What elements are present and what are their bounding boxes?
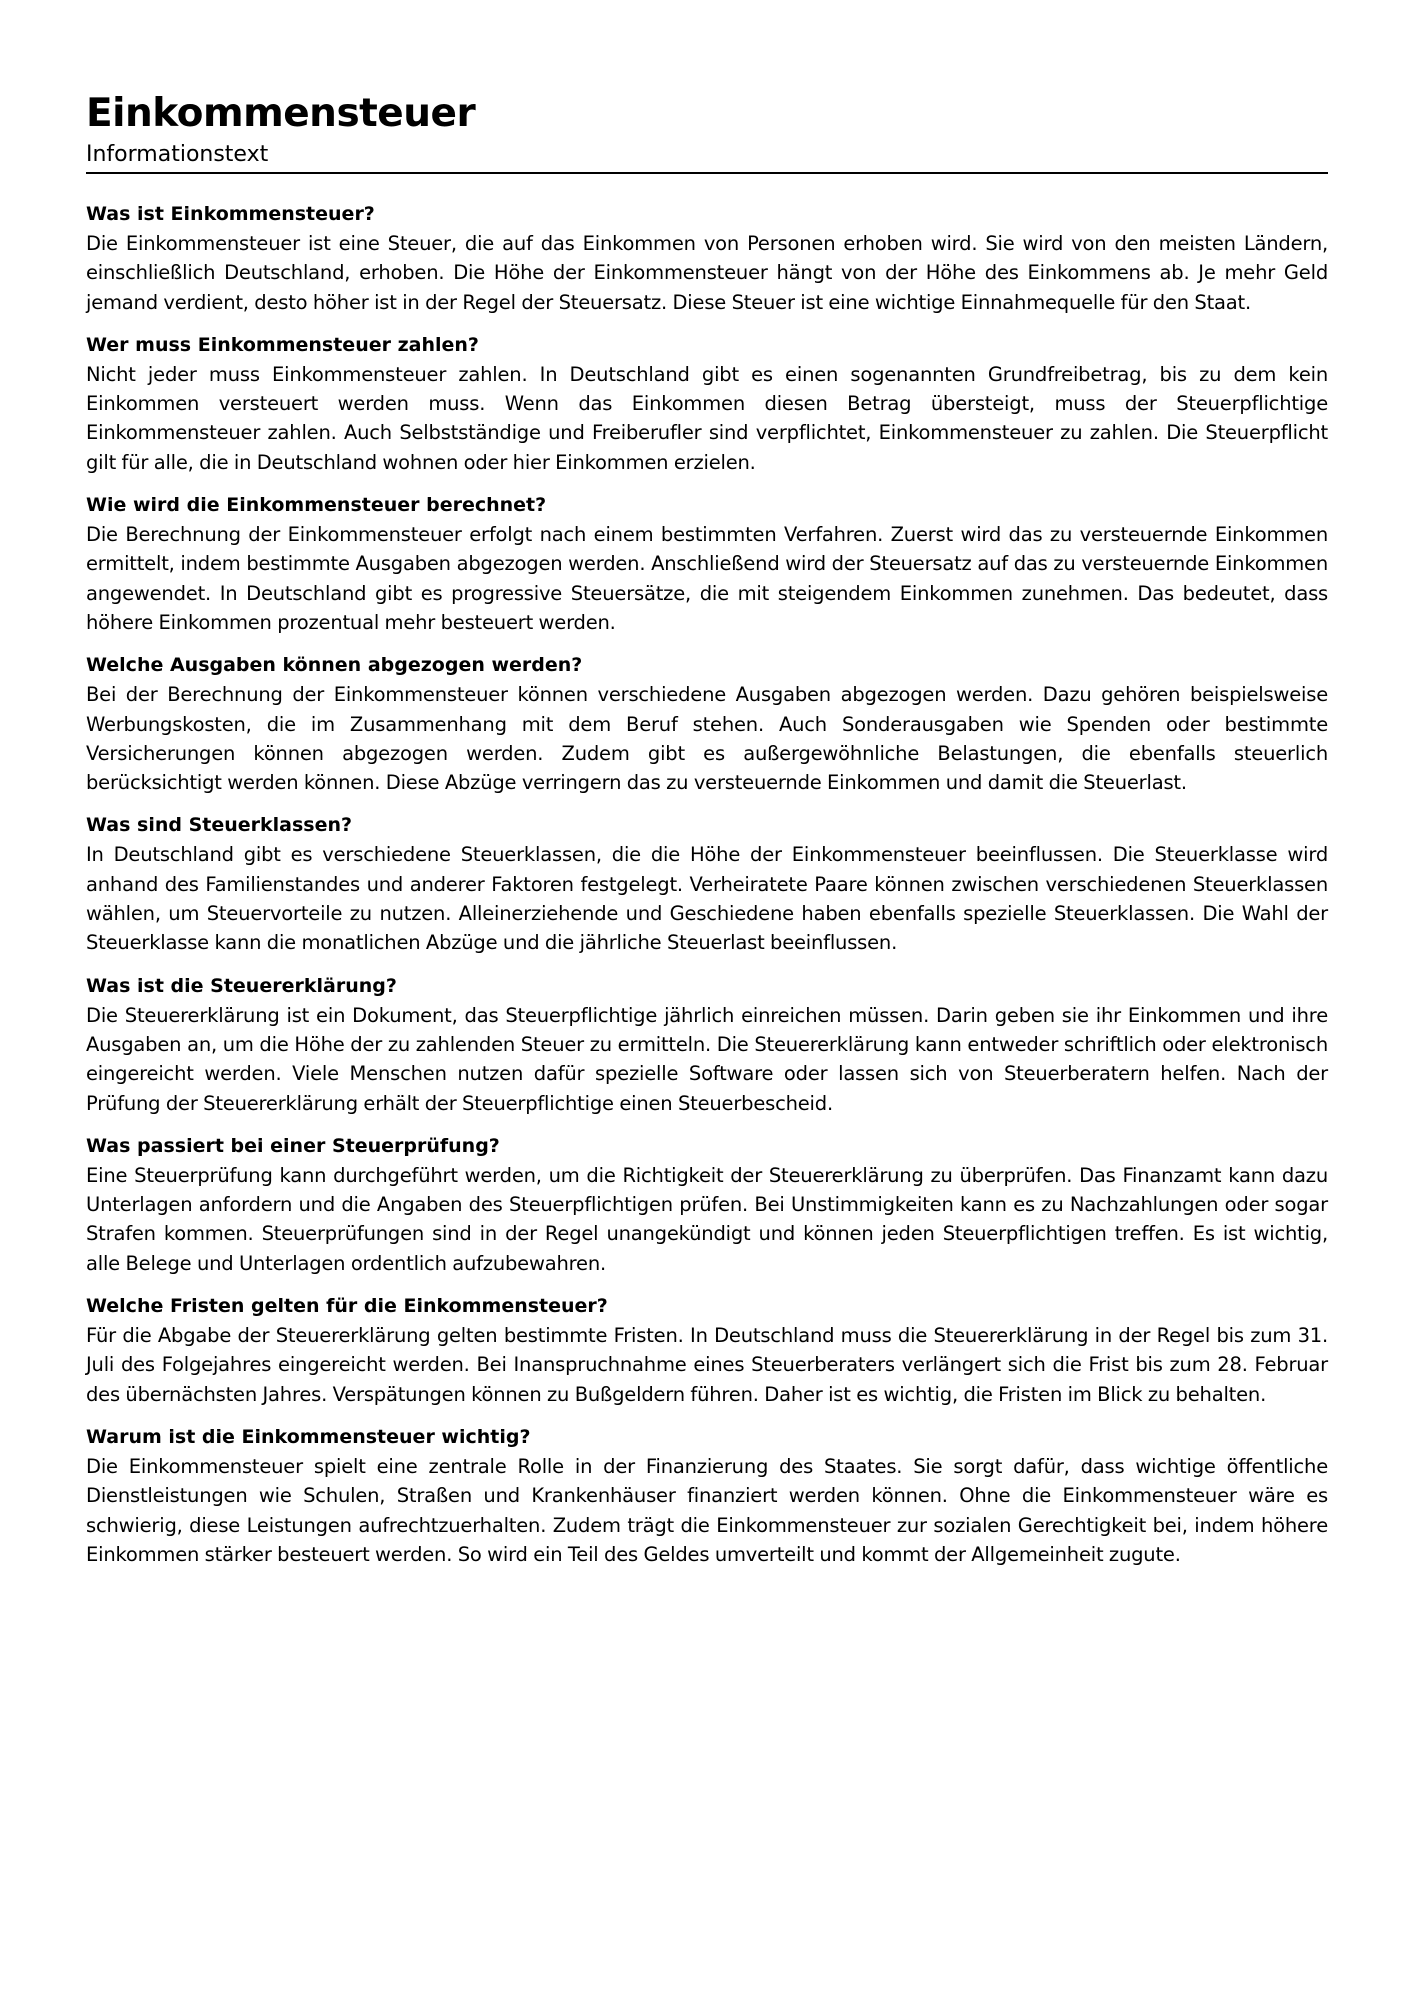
section-heading: Welche Fristen gelten für die Einkommensteuer? — [86, 1295, 608, 1318]
section-paragraph: Die Einkommensteuer spielt eine zentrale Rolle in der Finanzierung des Staates. Sie sorgt dafür, dass wichtige öffentliche Dienstleistungen wie Schulen, Straßen und Krankenhäuser finanziert werden können. Ohne die Einkommensteuer wäre es schwierig, diese Leistungen aufrechtzuerhalten. Zudem trägt die Einkommensteuer zur sozialen Gerechtigkeit bei, indem höhere Einkommen stärker besteuert werden. So wird ein Teil des Geldes umverteilt und kommt der Allgemeinheit zugute. — [86, 1454, 1328, 1566]
section-paragraph: Bei der Berechnung der Einkommensteuer können verschiedene Ausgaben abgezogen werden. Dazu gehören beispielsweise Werbungskosten, die im Zusammenhang mit dem Beruf stehen. Auch Sonderausgaben wie Spenden oder bestimmte Versicherungen können abgezogen werden. Zudem gibt es außergewöhnliche Belastungen, die ebenfalls steuerlich berücksichtigt werden können. Diese Abzüge verringern das zu versteuernde Einkommen und damit die Steuerlast. — [86, 683, 1328, 795]
section-heading: Was sind Steuerklassen? — [86, 814, 353, 837]
section-deadlines — [86, 1292, 1328, 1409]
section-paragraph: Die Steuererklärung ist ein Dokument, das Steuerpflichtige jährlich einreichen müssen. Darin geben sie ihr Einkommen und ihre Ausgaben an, um die Höhe der zu zahlenden Steuer zu ermitteln. Die Steuererklärung kann entweder schriftlich oder elektronisch eingereicht werden. Viele Menschen nutzen dafür spezielle Software oder lassen sich von Steuerberatern helfen. Nach der Prüfung der Steuererklärung erhält der Steuerpflichtige einen Steuerbescheid. — [86, 1003, 1328, 1115]
section-tax-classes — [86, 811, 1328, 957]
section-heading: Wer muss Einkommensteuer zahlen? — [86, 333, 479, 356]
section-paragraph: Eine Steuerprüfung kann durchgeführt werden, um die Richtigkeit der Steuererklärung zu überprüfen. Das Finanzamt kann dazu Unterlagen anfordern und die Angaben des Steuerpflichtigen prüfen. Bei Unstimmigkeiten kann es zu Nachzahlungen oder sogar Strafen kommen. Steuerprüfungen sind in der Regel unangekündigt und können jeden Steuerpflichtigen treffen. Es ist wichtig, alle Belege und Unterlagen ordentlich aufzubewahren. — [86, 1163, 1328, 1275]
section-what-is — [86, 200, 1328, 317]
section-heading: Warum ist die Einkommensteuer wichtig? — [86, 1425, 531, 1448]
section-paragraph: Die Berechnung der Einkommensteuer erfolgt nach einem bestimmten Verfahren. Zuerst wird das zu versteuernde Einkommen ermittelt, indem bestimmte Ausgaben abgezogen werden. Anschließend wird der Steuersatz auf das zu versteuernde Einkommen angewendet. In Deutschland gibt es progressive Steuersätze, die mit steigendem Einkommen zunehmen. Das bedeutet, dass höhere Einkommen prozentual mehr besteuert werden. — [86, 523, 1328, 634]
section-paragraph: Für die Abgabe der Steuererklärung gelten bestimmte Fristen. In Deutschland muss die Steuererklärung in der Regel bis zum 31. Juli des Folgejahres eingereicht werden. Bei Inanspruchnahme eines Steuerberaters verlängert sich die Frist bis zum 28. Februar des übernächsten Jahres. Verspätungen können zu Bußgeldern führen. Daher ist es wichtig, die Fristen im Blick zu behalten. — [86, 1324, 1328, 1406]
section-heading: Was passiert bei einer Steuerprüfung? — [86, 1134, 500, 1157]
section-calculation — [86, 491, 1328, 637]
section-heading: Wie wird die Einkommensteuer berechnet? — [86, 494, 547, 517]
section-who-pays — [86, 331, 1328, 477]
section-tax-audit — [86, 1132, 1328, 1278]
document-subtitle: Informationstext — [86, 140, 1328, 174]
section-importance — [86, 1423, 1328, 1569]
document-title: Einkommensteuer — [86, 91, 476, 136]
section-heading: Was ist Einkommensteuer? — [86, 203, 375, 225]
section-deductions — [86, 651, 1328, 797]
section-paragraph: Die Einkommensteuer ist eine Steuer, die auf das Einkommen von Personen erhoben wird. Sie wird von den meisten Ländern, einschließlich Deutschland, erhoben. Die Höhe der Einkommensteuer hängt von der Höhe des Einkommens ab. Je mehr Geld jemand verdient, desto höher ist in der Regel der Steuersatz. Diese Steuer ist eine wichtige Einnahmequelle für den Staat. — [86, 232, 1328, 314]
section-paragraph: In Deutschland gibt es verschiedene Steuerklassen, die die Höhe der Einkommensteuer beeinflussen. Die Steuerklasse wird anhand des Familienstandes und anderer Faktoren festgelegt. Verheiratete Paare können zwischen verschiedenen Steuerklassen wählen, um Steuervorteile zu nutzen. Alleinerziehende und Geschiedene haben ebenfalls spezielle Steuerklassen. Die Wahl der Steuerklasse kann die monatlichen Abzüge und die jährliche Steuerlast beeinflussen. — [86, 843, 1328, 955]
section-paragraph: Nicht jeder muss Einkommensteuer zahlen. In Deutschland gibt es einen sogenannten Grundfreibetrag, bis zu dem kein Einkommen versteuert werden muss. Wenn das Einkommen diesen Betrag übersteigt, muss der Steuerpflichtige Einkommensteuer zahlen. Auch Selbstständige und Freiberufler sind verpflichtet, Einkommensteuer zu zahlen. Die Steuerpflicht gilt für alle, die in Deutschland wohnen oder hier Einkommen erzielen. — [86, 362, 1328, 474]
sections-container — [86, 200, 1328, 1569]
document-page — [86, 88, 1328, 1583]
section-heading: Was ist die Steuererklärung? — [86, 974, 397, 997]
section-heading: Welche Ausgaben können abgezogen werden? — [86, 654, 583, 677]
section-tax-return — [86, 972, 1328, 1118]
